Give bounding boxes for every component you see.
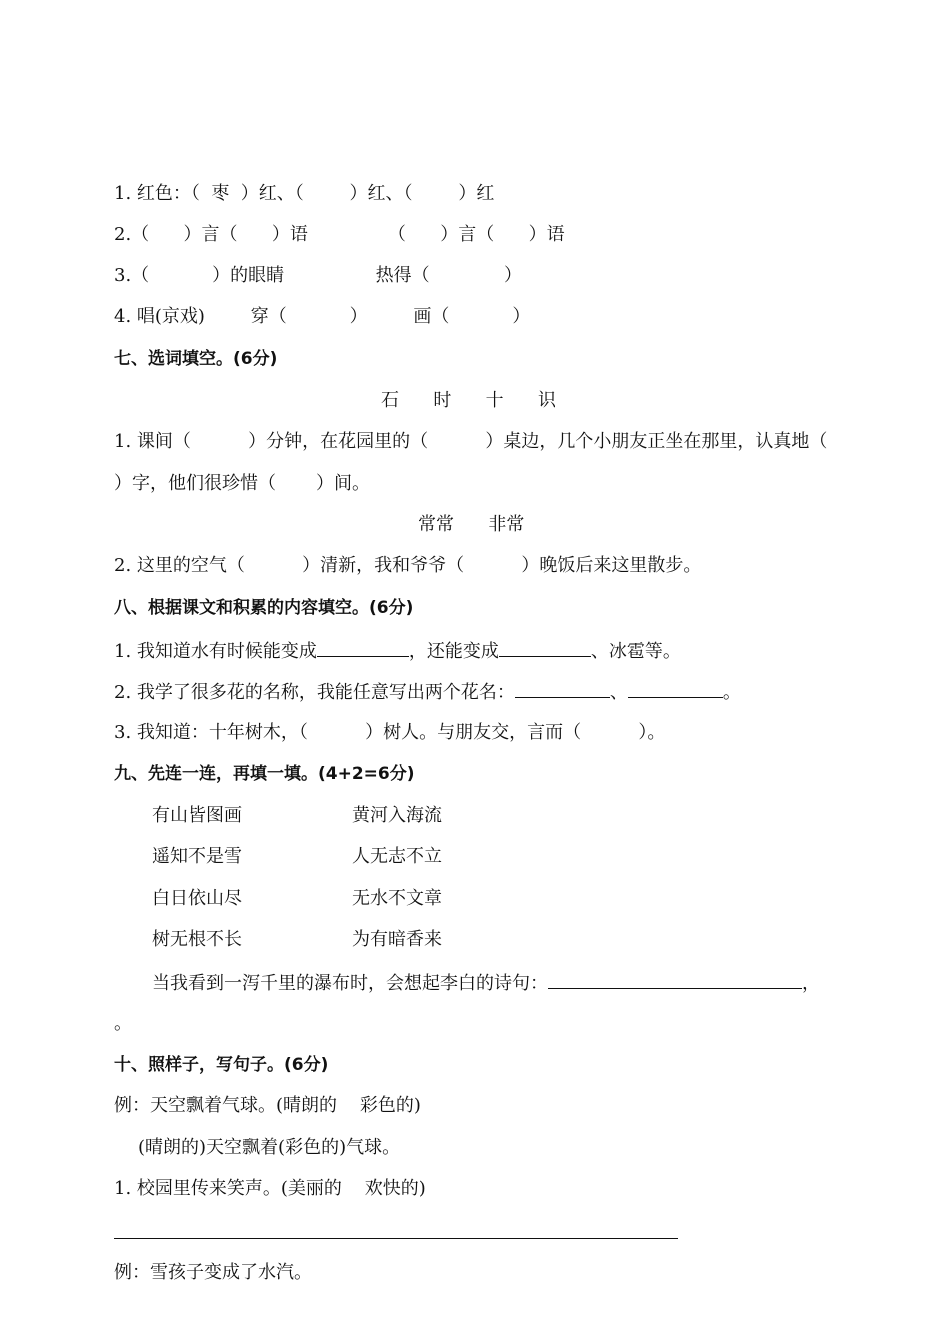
poem-left-line: 有山皆图画 <box>152 805 242 826</box>
part7-q1-line1: 1. 课间（ ）分钟，在花园里的（ ）桌边，几个小朋友正坐在那里，认真地（ <box>114 431 828 452</box>
section-10-heading: 十、照样子，写句子。(6分) <box>114 1055 329 1075</box>
part8-q1 <box>114 638 681 662</box>
answer-blank[interactable] <box>628 679 723 698</box>
answer-blank[interactable] <box>548 970 802 989</box>
poem-right-line: 无水不文章 <box>352 888 442 909</box>
part6-line3: 3.（ ）的眼睛 热得（ ） <box>114 265 523 286</box>
poem-right-line: 人无志不立 <box>352 846 442 867</box>
part8-q2-mid: 、 <box>609 682 628 703</box>
poem-left-line: 树无根不长 <box>152 929 242 950</box>
part8-q2 <box>114 679 741 703</box>
part9-fill-pre: 当我看到一泻千里的瀑布时，会想起李白的诗句： <box>152 973 548 994</box>
poem-left-line: 白日依山尽 <box>152 888 242 909</box>
poem-right-line: 黄河入海流 <box>352 805 442 826</box>
answer-blank[interactable] <box>499 638 591 657</box>
part8-q3: 3. 我知道：十年树木，（ ）树人。与朋友交，言而（ ）。 <box>114 722 666 743</box>
word-choices-2: 常常 非常 <box>418 514 525 535</box>
part8-q2-pre: 2. 我学了很多花的名称，我能任意写出两个花名： <box>114 682 515 703</box>
part6-line2: 2.（ ）言（ ）语 （ ）言（ ）语 <box>114 224 565 245</box>
part9-fill <box>152 970 820 994</box>
section-8-heading: 八、根据课文和积累的内容填空。(6分) <box>114 598 414 618</box>
part9-fill-post: ， <box>802 973 820 994</box>
word-choices-1: 石 时 十 识 <box>381 390 556 411</box>
poem-right-line: 为有暗香来 <box>352 929 442 950</box>
part10-q1: 1. 校园里传来笑声。(美丽的 欢快的) <box>114 1178 426 1199</box>
part8-q2-post: 。 <box>722 682 741 703</box>
part7-q1-line2: ）字，他们很珍惜（ ）间。 <box>114 473 371 494</box>
example-1-answer: (晴朗的)天空飘着(彩色的)气球。 <box>138 1137 401 1158</box>
part8-q1-mid: ，还能变成 <box>408 641 499 662</box>
part8-q1-pre: 1. 我知道水有时候能变成 <box>114 641 317 662</box>
answer-blank[interactable] <box>515 679 610 698</box>
answer-line[interactable] <box>114 1238 678 1239</box>
example-2: 例：雪孩子变成了水汽。 <box>114 1262 312 1283</box>
answer-blank[interactable] <box>317 638 409 657</box>
part6-line1: 1. 红色：（ 枣 ）红、（ ）红、（ ）红 <box>114 183 495 204</box>
section-7-heading: 七、选词填空。(6分) <box>114 349 278 369</box>
section-9-heading: 九、先连一连，再填一填。(4+2=6分) <box>114 764 415 784</box>
part9-end-mark: 。 <box>114 1013 132 1034</box>
part6-line4: 4. 唱(京戏) 穿（ ） 画（ ） <box>114 306 531 327</box>
poem-left-line: 遥知不是雪 <box>152 846 242 867</box>
part8-q1-post: 、冰雹等。 <box>590 641 681 662</box>
example-1: 例：天空飘着气球。(晴朗的 彩色的) <box>114 1095 421 1116</box>
part7-q2: 2. 这里的空气（ ）清新，我和爷爷（ ）晚饭后来这里散步。 <box>114 555 702 576</box>
